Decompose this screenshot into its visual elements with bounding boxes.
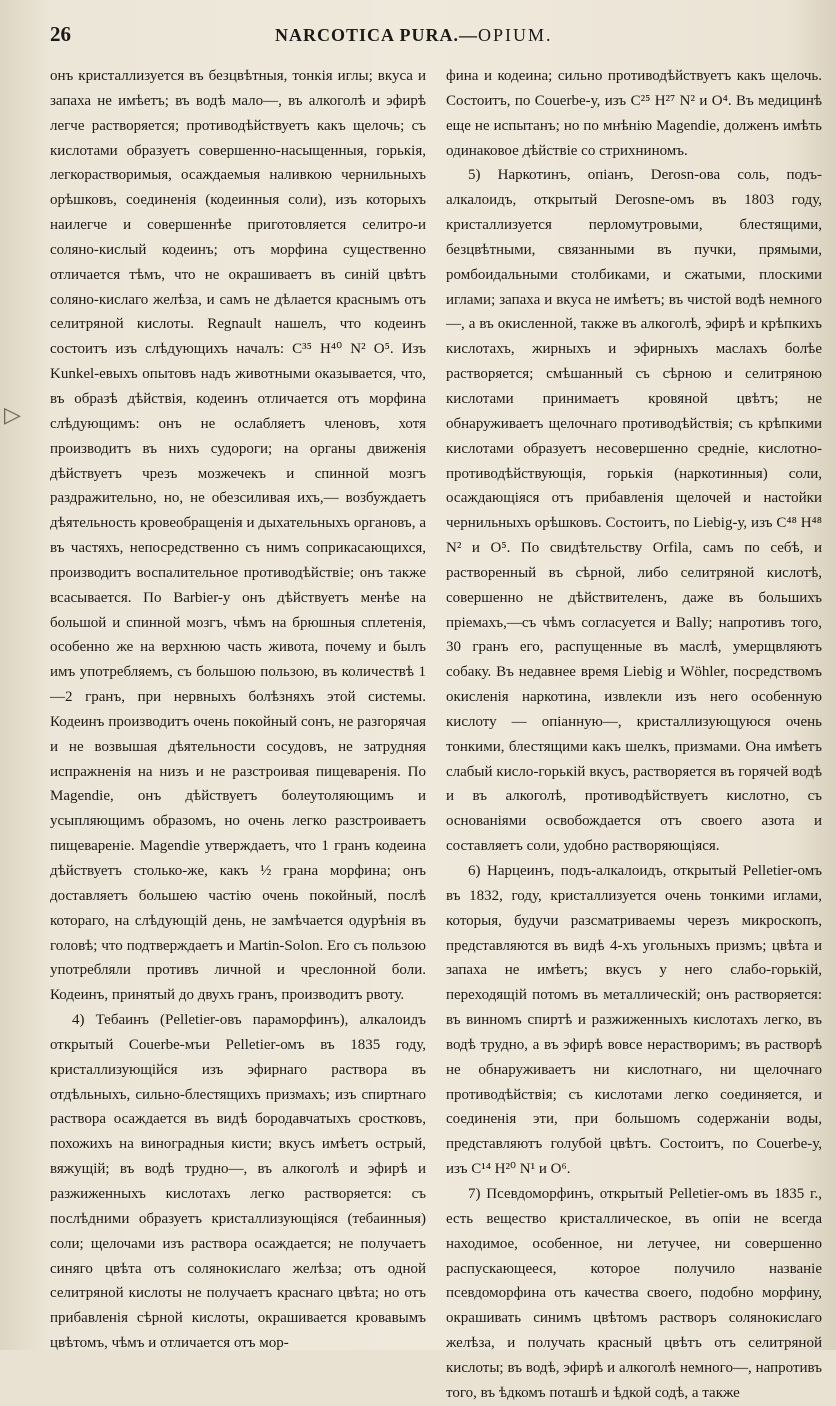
paragraph: 5) Наркотинъ, опіанъ, Derosn-ова соль, подъ-алкалоидъ, открытый Derosne-омъ въ 1803 году, кристаллизуется перломутровыми, блестящими, безцвѣтными, связанными въ пучки, прямыми, ромбоидальными столбиками, и сжатыми, плоскими иглами; запаха и вкуса не имѣетъ; въ чистой водѣ немного—, а въ окисленной, также въ алкоголѣ, эфирѣ и крѣпкихъ кислотахъ, жирныхъ и эфирныхъ маслахъ болѣе растворяется; смѣшанный съ сѣрною и селитряною кислотами принимаетъ кровяной цвѣтъ; не обнаруживаетъ щелочнаго противодѣйствія; съ крѣпкими кислотами образуетъ несовершенно средніе, кислотно-противодѣйствующія, горькія (наркотинныя) соли, осаждающіяся отъ прибавленія щелочей и настойки чернильныхъ орѣшковъ. Состоитъ, по Liebig-у, изъ C⁴⁸ H⁴⁸ N² и O⁵. По свидѣтельству Orfila, самъ по себѣ, и растворенный въ сѣрной, либо селитряной кислотѣ, совершенно не дѣйствителенъ, даже въ большихъ пріемахъ,—съ чѣмъ согласуется и Bally; напротивъ того, 30 гранъ его, распущенные въ маслѣ, умерщвляютъ собаку. Въ недавнее время Liebig и Wöhler, посредствомъ окисленія наркотина, извлекли изъ него особенную кислоту — опіанную—, кристаллизующуюся очень тонкими, блестящими какъ шелкъ, призмами. Она имѣетъ слабый кисло-горькій вкусъ, растворяется въ горячей водѣ и въ алкоголѣ, противодѣйствуетъ кислотно, съ основаніями освобождается отъ своего азота и составляетъ соли, удобно растворяющіяся. [446,167,822,855]
page-header [0,18,836,52]
running-title-sub: OPIUM. [478,25,553,45]
paragraph: фина и кодеина; сильно противодѣйствуетъ какъ щелочь. Состоитъ, по Couerbe-у, изъ C²⁵ H²⁷ N² и O⁴. Въ медицинѣ еще не испытанъ; но по мнѣнію Magendie, долженъ имѣть одинаковое дѣйствіе со стрихниномъ. [446,68,822,159]
paragraph: 4) Тебаинъ (Pelletier-овъ параморфинъ), алкалоидъ открытый Couerbe-мъи Pelletier-омъ въ 1835 году, кристаллизующійся изъ эфирнаго раствора въ отдѣльныхъ, сильно-блестящихъ призмахъ; изъ спиртнаго раствора осаждается въ видѣ бородавчатыхъ сростковъ, похожихъ на виноградныя кисти; вкусъ имѣетъ острый, вяжущій; въ водѣ трудно—, въ алкоголѣ и эфирѣ и разжиженныхъ кислотахъ легко растворяется: съ послѣдними образуетъ кристаллизующіяся (тебаинныя) соли; щелочами изъ раствора осаждается; не получаетъ синяго цвѣта отъ солянокислаго желѣза; отъ одной селитряной кислоты не получаетъ краснаго цвѣта; но отъ прибавленія сѣрной кислоты, окрашивается кровавымъ цвѣтомъ, чѣмъ и отличается отъ мор- [50,1012,426,1352]
paragraph: 6) Нарцеинъ, подъ-алкалоидъ, открытый Pelletier-омъ въ 1832, году, кристаллизуется очень тонкими иглами, которыя, будучи разсматриваемы черезъ микроскопъ, представляются въ видѣ 4-хъ угольныхъ призмъ; цвѣта и запаха не имѣетъ; вкусъ у него слабо-горькій, переходящій потомъ въ металлическій; онъ растворяется: въ винномъ спиртѣ и разжиженныхъ кислотахъ легко, въ водѣ трудно, а въ эфирѣ вовсе нерастворимъ; въ растворѣ не обнаруживаетъ ни кислотнаго, ни щелочнаго противодѣйствія; съ кислотами легко соединяется, и соединенія эти, при большомъ содержаніи воды, представляютъ голубой цвѣтъ. Состоитъ, по Couerbe-у, изъ C¹⁴ H²⁰ N¹ и O⁶. [446,863,822,1178]
left-column [50,64,426,1352]
running-title [275,25,553,46]
margin-mark: ▷ [4,403,21,428]
right-column [446,64,822,1401]
text-columns [50,64,822,1401]
paragraph: 7) Псевдоморфинъ, открытый Pelletier-омъ въ 1835 г., есть вещество кристаллическое, въ опіи не всегда находимое, особенное, ни летучее, ни совершенно распускающееся, которое получило названіе псевдоморфина отъ качества своего, подобно морфину, окрашивать синимъ цвѣтомъ растворъ солянокислаго желѣза, и получать красный цвѣтъ отъ селитряной кислоты; въ водѣ, эфирѣ и алкоголѣ немного—, напротивъ того, въ ѣдкомъ поташѣ и ѣдкой содѣ, а также [446,1185,822,1401]
running-title-main: NARCOTICA PURA.— [275,25,479,45]
page-number: 26 [50,22,71,46]
paragraph: онъ кристаллизуется въ безцвѣтныя, тонкія иглы; вкуса и запаха не имѣетъ; въ водѣ мало—, въ алкоголѣ и эфирѣ легче растворяется; противодѣйствуетъ какъ щелочь; съ кислотами образуетъ совершенно-насыщенныя, горькія, легкорастворимыя, осаждаемыя наливкою чернильныхъ орѣшковъ, соединенія (кодеинныя соли), изъ которыхъ наилегче и совершеннѣе приготовляется селитро-и соляно-кислый кодеинъ; отъ морфина существенно отличается тѣмъ, что не окрашиваетъ въ синій цвѣтъ соляно-кислаго желѣза, и самъ не дѣлается краснымъ отъ селитряной кислоты. Regnault нашелъ, что кодеинъ состоитъ изъ слѣдующихъ началъ: C³⁵ H⁴⁰ N² O⁵. Изъ Kunkel-евыхъ опытовъ надъ животными оказывается, что, въ образѣ дѣйствія, кодеинъ отличается отъ морфина слѣдующимъ: онъ не ослабляетъ членовъ, хотя производитъ въ нихъ судороги; на органы движенія дѣйствуетъ чрезъ мозжечекъ и спинной мозгъ раздражительно, но, не обезсиливая ихъ,— возбуждаетъ дѣятельность кровеобращенія и дыхательныхъ органовъ, а въ частяхъ, непосредственно съ нимъ соприкасающихся, производитъ воспалительное противодѣйствіе; онъ также всасывается. По Barbier-у онъ дѣйствуетъ менѣе на большой и спинной мозгъ, чѣмъ на брюшныя сплетенія, особенно же на верхнюю часть живота, почему и былъ имъ употребляемъ, съ большою пользою, въ количествѣ 1—2 гранъ, при нервныхъ болѣзняхъ этой системы. Кодеинъ производитъ очень покойный сонъ, не разгорячая и не возвышая дѣятельности сосудовъ, не затрудняя испражненія на низъ и не разстроивая пищеваренія. По Magendie, онъ дѣйствуетъ болеутоляющимъ и усыпляющимъ образомъ, но очень легко разстроиваетъ пищевареніе. Magendie утверждаетъ, что 1 гранъ кодеина дѣйствуетъ столько-же, какъ ½ грана морфина; онъ доставляетъ большею частію очень покойный, послѣ котораго, на слѣдующій день, не замѣчается одурѣнія въ головѣ; что подтверждаетъ и Martin-Solon. Его съ пользою употребляли противъ личной и чреслонной боли. Кодеинъ, принятый до двухъ гранъ, производитъ рвоту. [50,68,426,1004]
